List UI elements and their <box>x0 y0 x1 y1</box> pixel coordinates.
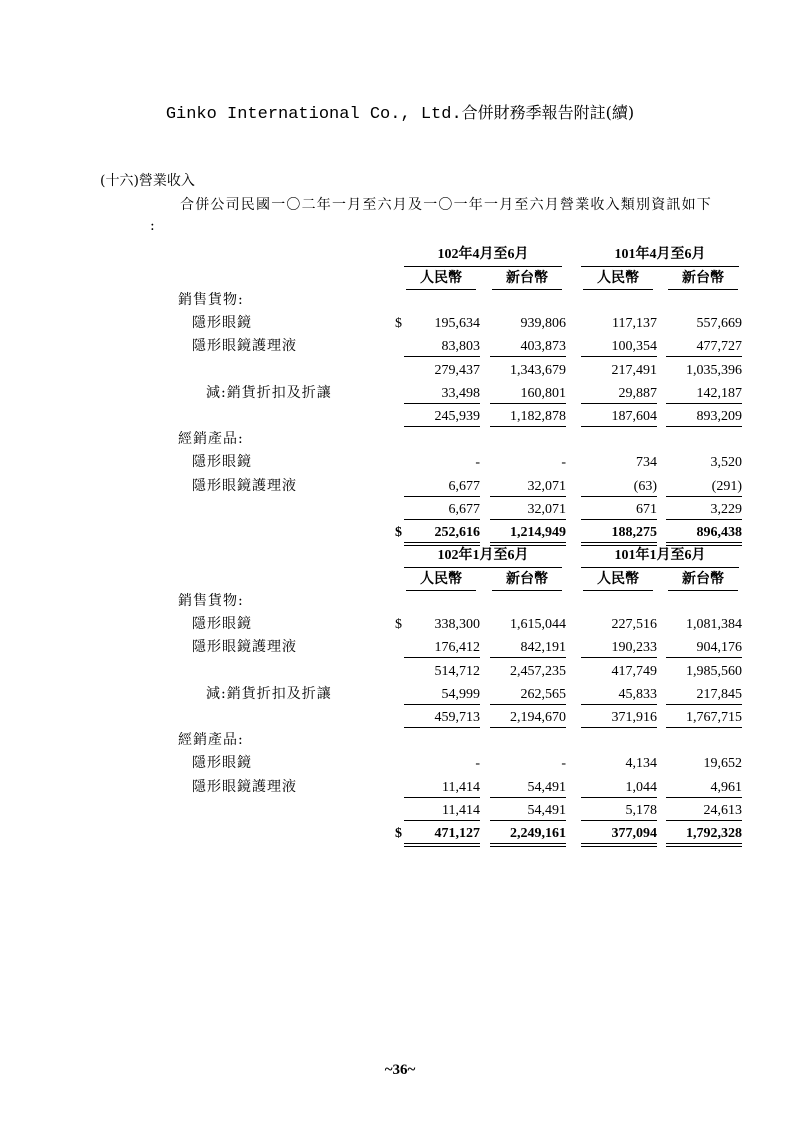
revenue-table-h1 <box>0 545 800 841</box>
amount-cell: - <box>475 455 480 471</box>
row-label: 經銷產品: <box>178 732 244 749</box>
page-number: ~36~ <box>384 1062 416 1078</box>
table-row <box>0 428 800 451</box>
row-label: 減:銷貨折扣及折讓 <box>206 384 332 401</box>
table-row <box>0 451 800 474</box>
table-row <box>0 660 800 683</box>
table-row <box>0 475 800 498</box>
amount-cell: 227,516 <box>611 617 657 633</box>
amount-cell: (291) <box>666 475 742 498</box>
amount-cell: 671 <box>581 498 657 521</box>
amount-cell: 338,300 <box>434 617 480 633</box>
amount-cell: 32,071 <box>490 498 566 521</box>
amount-cell: 45,833 <box>581 683 657 706</box>
amount-cell: 188,275 <box>581 521 657 544</box>
currency-symbol: $ <box>395 617 402 633</box>
amount-cell: 514,712 <box>434 663 480 679</box>
table-row <box>0 752 800 775</box>
currency-header: 新台幣 <box>492 568 562 591</box>
currency-header: 新台幣 <box>492 267 562 290</box>
amount-cell: 32,071 <box>490 475 566 498</box>
row-label: 隱形眼鏡 <box>192 616 252 633</box>
table-row <box>0 636 800 659</box>
amount-cell: 190,233 <box>581 636 657 659</box>
currency-header: 人民幣 <box>406 267 476 290</box>
amount-cell: 24,613 <box>666 799 742 822</box>
title-chinese: 合併財務季報告附註(續) <box>461 103 635 122</box>
row-label: 隱形眼鏡 <box>192 454 252 471</box>
amount-cell: 54,491 <box>490 776 566 799</box>
amount-cell: 6,677 <box>404 498 480 521</box>
amount-cell: 2,249,161 <box>490 822 566 845</box>
amount-cell: 557,669 <box>696 316 742 332</box>
amount-cell: 1,985,560 <box>686 663 742 679</box>
amount-cell: 100,354 <box>581 335 657 358</box>
row-label: 隱形眼鏡護理液 <box>192 477 297 494</box>
currency-header: 人民幣 <box>406 568 476 591</box>
amount-cell: 1,044 <box>581 776 657 799</box>
currency-symbol: $ <box>395 316 402 332</box>
table-row <box>0 289 800 312</box>
period-header: 102年4月至6月 <box>404 244 562 267</box>
row-label: 經銷產品: <box>178 431 244 448</box>
table-row <box>0 359 800 382</box>
amount-cell: 54,999 <box>404 683 480 706</box>
amount-cell: 2,457,235 <box>510 663 566 679</box>
amount-cell: 262,565 <box>490 683 566 706</box>
table-row <box>0 683 800 706</box>
amount-cell: 187,604 <box>581 405 657 428</box>
amount-cell: 176,412 <box>404 636 480 659</box>
row-label: 隱形眼鏡護理液 <box>192 639 297 656</box>
amount-cell: 377,094 <box>581 822 657 845</box>
amount-cell: 842,191 <box>490 636 566 659</box>
row-label: 隱形眼鏡 <box>192 755 252 772</box>
row-label: 減:銷貨折扣及折讓 <box>206 685 332 702</box>
currency-symbol: $ <box>395 525 402 540</box>
amount-cell: 939,806 <box>520 316 566 332</box>
amount-cell: 904,176 <box>666 636 742 659</box>
amount-cell: 1,615,044 <box>510 617 566 633</box>
table-row <box>0 613 800 636</box>
currency-header: 人民幣 <box>583 568 653 591</box>
amount-cell: 3,229 <box>666 498 742 521</box>
section-intro-tail: : <box>150 218 155 234</box>
revenue-table-q2 <box>0 244 800 540</box>
amount-cell: 1,792,328 <box>666 822 742 845</box>
table-row <box>0 382 800 405</box>
amount-cell: 11,414 <box>404 799 480 822</box>
amount-cell: 1,767,715 <box>666 706 742 729</box>
amount-cell: 734 <box>636 455 657 471</box>
title-english: Ginko International Co., Ltd. <box>165 105 462 124</box>
currency-symbol: $ <box>395 826 402 841</box>
table-row <box>0 822 800 845</box>
amount-cell: 252,616 <box>404 521 480 544</box>
amount-cell: - <box>561 455 566 471</box>
amount-cell: 245,939 <box>404 405 480 428</box>
amount-cell: 3,520 <box>710 455 742 471</box>
amount-cell: 195,634 <box>434 316 480 332</box>
row-label: 銷售貨物: <box>178 593 244 609</box>
amount-cell: 142,187 <box>666 382 742 405</box>
amount-cell: 1,081,384 <box>686 617 742 633</box>
amount-cell: 6,677 <box>404 475 480 498</box>
amount-cell: 33,498 <box>404 382 480 405</box>
amount-cell: 403,873 <box>490 335 566 358</box>
table-row <box>0 799 800 822</box>
row-label: 隱形眼鏡護理液 <box>192 338 297 355</box>
amount-cell: 1,214,949 <box>490 521 566 544</box>
amount-cell: 217,845 <box>666 683 742 706</box>
table-row <box>0 335 800 358</box>
amount-cell: 371,916 <box>581 706 657 729</box>
amount-cell: 117,137 <box>612 316 657 332</box>
amount-cell: 160,801 <box>490 382 566 405</box>
amount-cell: 477,727 <box>666 335 742 358</box>
amount-cell: 11,414 <box>404 776 480 799</box>
amount-cell: 1,343,679 <box>510 362 566 378</box>
amount-cell: 459,713 <box>404 706 480 729</box>
amount-cell: 1,035,396 <box>686 362 742 378</box>
table-row <box>0 590 800 613</box>
amount-cell: 4,134 <box>625 756 657 772</box>
amount-cell: 893,209 <box>666 405 742 428</box>
amount-cell: (63) <box>581 475 657 498</box>
period-header: 101年4月至6月 <box>581 244 739 267</box>
table-row <box>0 776 800 799</box>
amount-cell: 417,749 <box>611 663 657 679</box>
currency-header: 新台幣 <box>668 568 738 591</box>
amount-cell: 2,194,670 <box>490 706 566 729</box>
table-row <box>0 521 800 544</box>
table-row <box>0 405 800 428</box>
table-row <box>0 498 800 521</box>
currency-header: 人民幣 <box>583 267 653 290</box>
currency-header: 新台幣 <box>668 267 738 290</box>
amount-cell: 217,491 <box>611 362 657 378</box>
row-label: 隱形眼鏡 <box>192 315 252 332</box>
period-header: 102年1月至6月 <box>404 545 562 568</box>
table-row <box>0 312 800 335</box>
amount-cell: 29,887 <box>581 382 657 405</box>
amount-cell: 4,961 <box>666 776 742 799</box>
amount-cell: 471,127 <box>404 822 480 845</box>
period-header: 101年1月至6月 <box>581 545 739 568</box>
section-heading: (十六)營業收入 <box>100 173 195 189</box>
amount-cell: 54,491 <box>490 799 566 822</box>
amount-cell: 1,182,878 <box>490 405 566 428</box>
page-title <box>0 100 800 124</box>
amount-cell: 83,803 <box>404 335 480 358</box>
row-label: 隱形眼鏡護理液 <box>192 778 297 795</box>
amount-cell: - <box>561 756 566 772</box>
table-row <box>0 706 800 729</box>
amount-cell: 896,438 <box>666 521 742 544</box>
amount-cell: 279,437 <box>434 362 480 378</box>
amount-cell: 19,652 <box>703 756 742 772</box>
row-label: 銷售貨物: <box>178 292 244 308</box>
section-intro: 合併公司民國一〇二年一月至六月及一〇一年一月至六月營業收入類別資訊如下 <box>180 197 712 213</box>
amount-cell: 5,178 <box>581 799 657 822</box>
amount-cell: - <box>475 756 480 772</box>
table-row <box>0 729 800 752</box>
